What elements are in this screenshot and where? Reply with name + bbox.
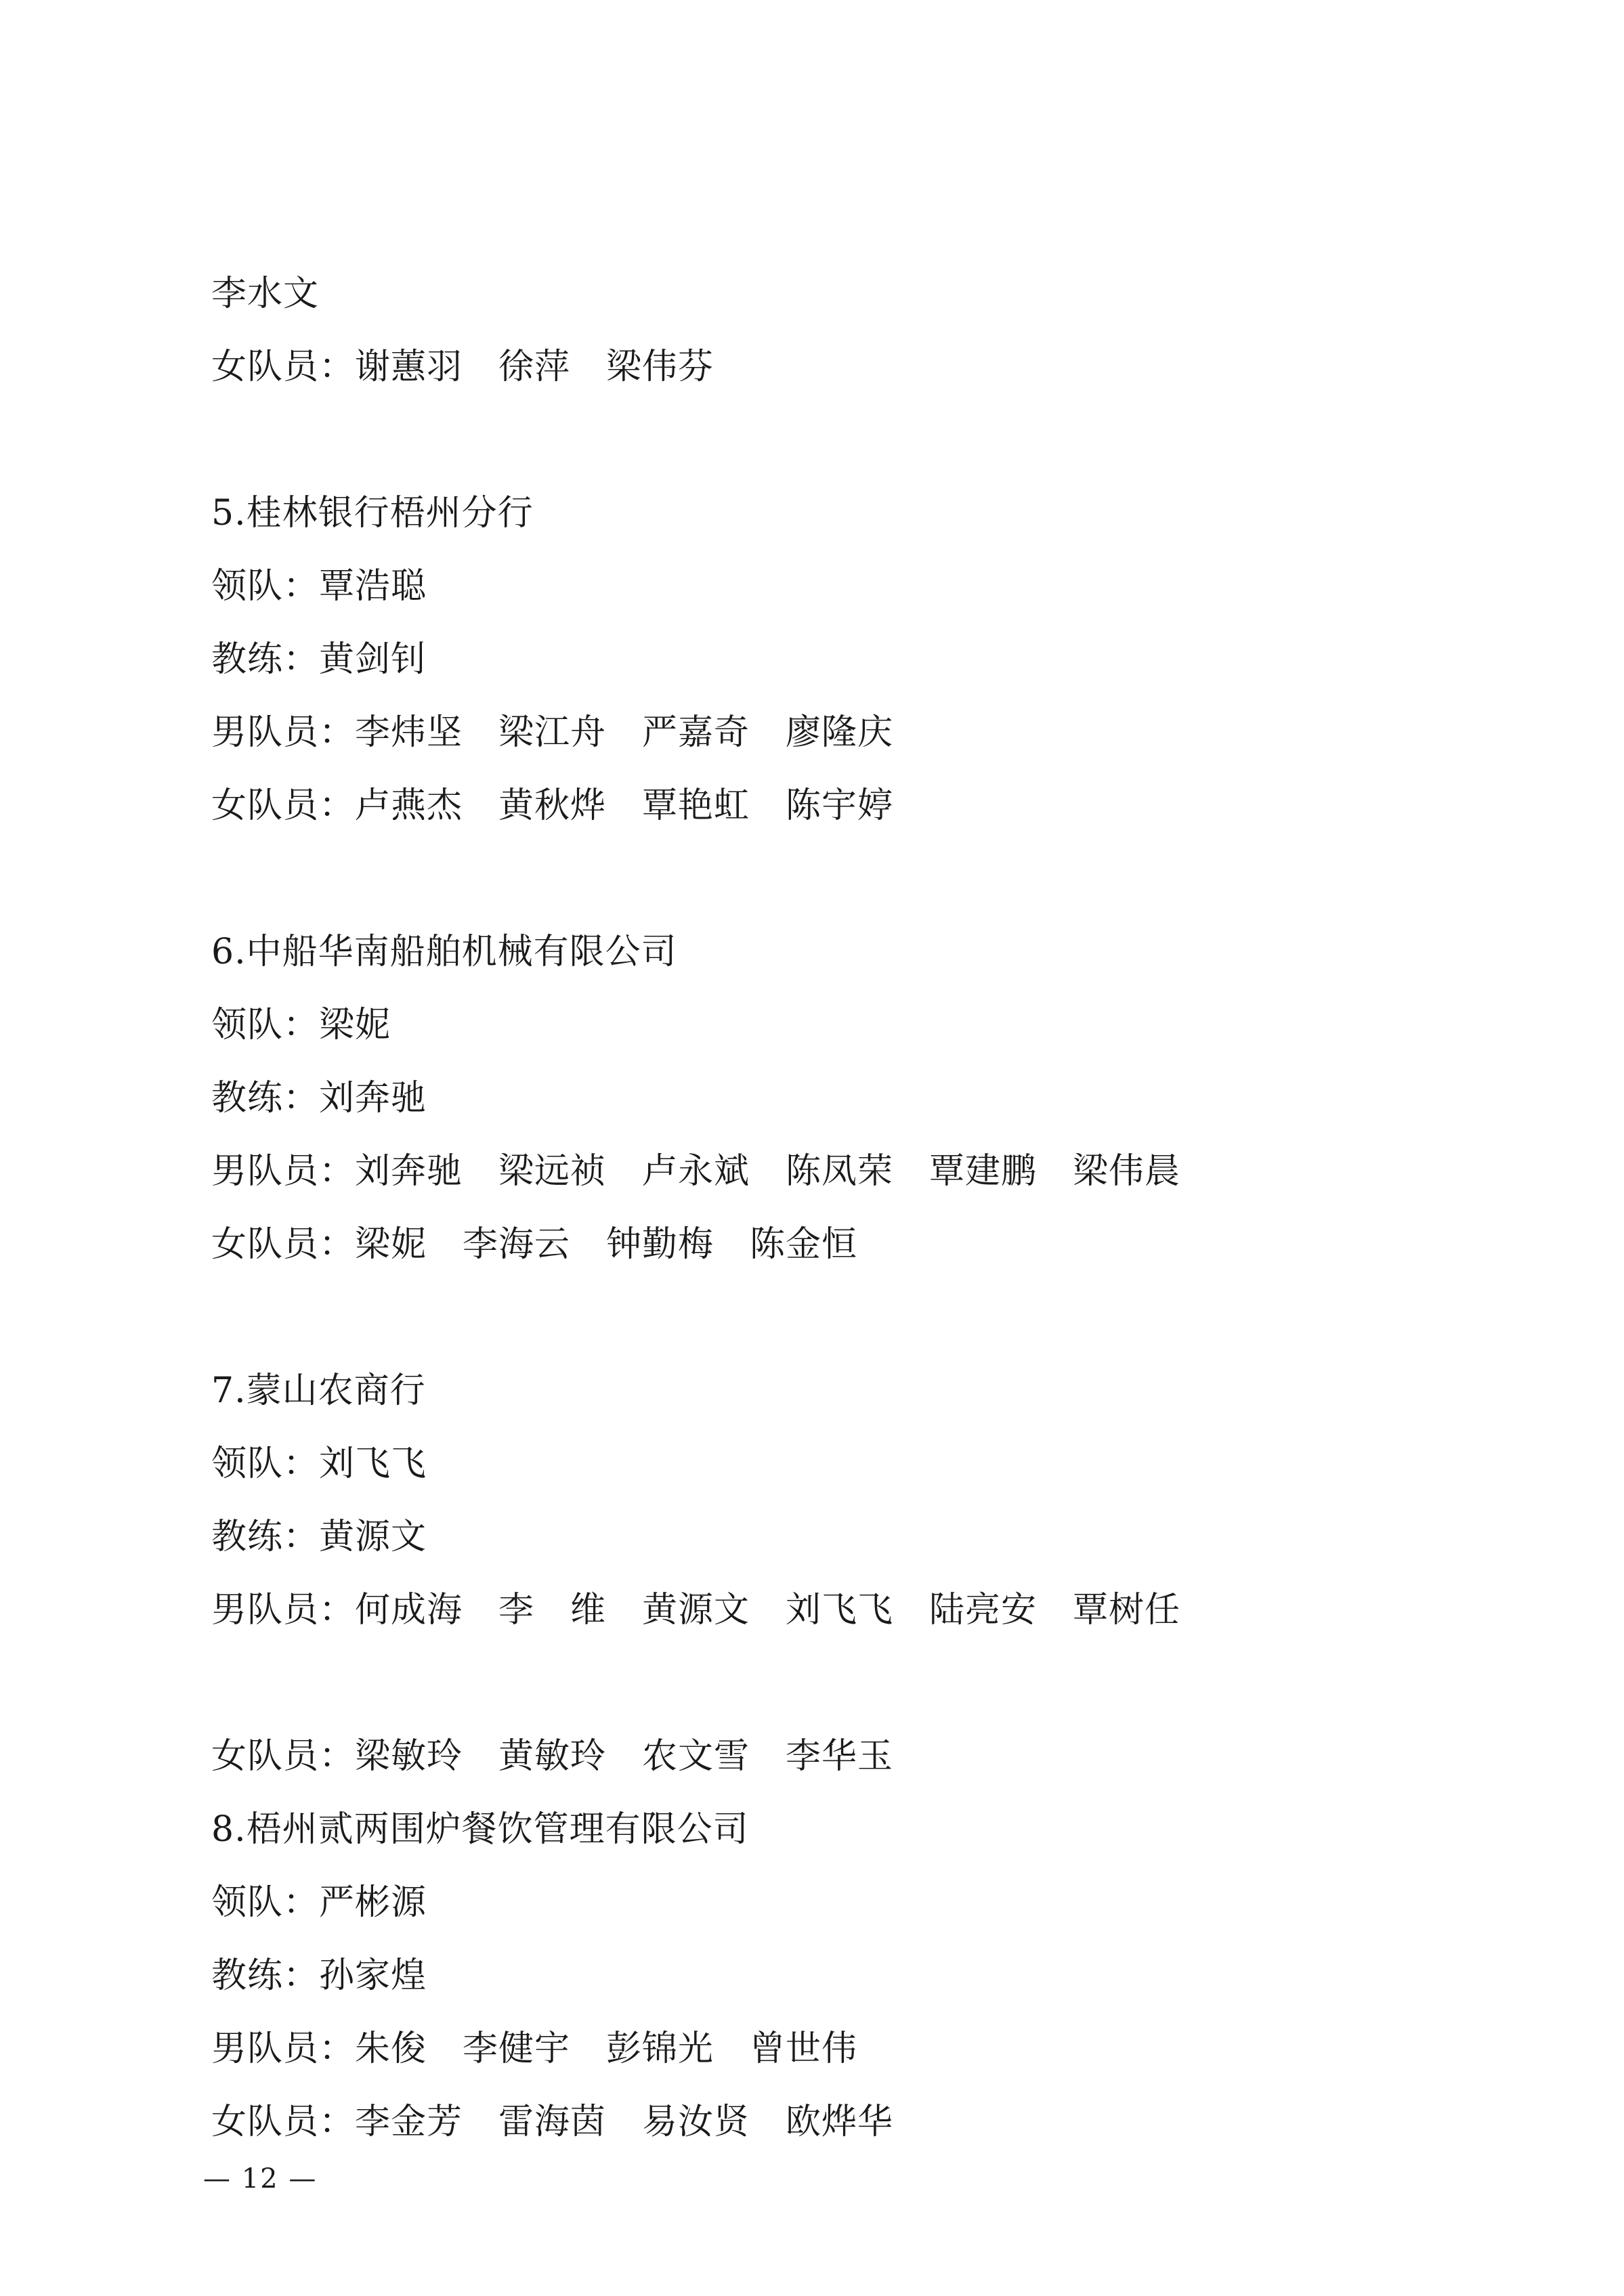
line-female-members-team4: 女队员：谢蕙羽 徐萍 梁伟芬 — [211, 347, 714, 387]
line-team7-leader: 领队：刘飞飞 — [211, 1444, 427, 1484]
line-team7-female: 女队员：梁敏玲 黄敏玲 农文雪 李华玉 — [211, 1736, 894, 1777]
line-team6-coach: 教练：刘奔驰 — [211, 1078, 427, 1119]
line-team8-coach: 教练：孙家煌 — [211, 1955, 427, 1996]
line-blank-4 — [211, 1647, 1421, 1720]
line-coach-name-continued: 李水文 — [211, 274, 320, 314]
document-body — [211, 257, 1421, 2159]
line-team6-male: 男队员：刘奔驰 梁远祯 卢永斌 陈凤荣 覃建鹏 梁伟晨 — [211, 1151, 1181, 1192]
line-team5-title: 5.桂林银行梧州分行 — [211, 493, 534, 534]
line-team8-leader: 领队：严彬源 — [211, 1882, 427, 1923]
line-blank-2 — [211, 842, 1421, 915]
line-team7-coach: 教练：黄源文 — [211, 1517, 427, 1557]
page-number: — 12 — — [203, 2163, 318, 2194]
line-team6-leader: 领队：梁妮 — [211, 1005, 391, 1045]
line-team6-female: 女队员：梁妮 李海云 钟勤梅 陈金恒 — [211, 1224, 858, 1265]
line-team8-female: 女队员：李金芳 雷海茵 易汝贤 欧烨华 — [211, 2102, 894, 2142]
line-team5-coach: 教练：黄剑钊 — [211, 639, 427, 680]
line-team5-leader: 领队：覃浩聪 — [211, 566, 427, 607]
line-blank-1 — [211, 404, 1421, 477]
line-team8-title: 8.梧州贰两围炉餐饮管理有限公司 — [211, 1809, 749, 1850]
line-team5-female: 女队员：卢燕杰 黄秋烨 覃艳虹 陈宇婷 — [211, 785, 894, 826]
line-team6-title: 6.中船华南船舶机械有限公司 — [211, 932, 677, 972]
line-team5-male: 男队员：李炜坚 梁江舟 严嘉奇 廖隆庆 — [211, 712, 894, 753]
line-team7-title: 7.蒙山农商行 — [211, 1370, 426, 1411]
line-team8-male: 男队员：朱俊 李健宇 彭锦光 曾世伟 — [211, 2029, 858, 2069]
line-team7-male: 男队员：何成海 李 维 黄源文 刘飞飞 陆亮安 覃树任 — [211, 1590, 1181, 1630]
line-blank-3 — [211, 1281, 1421, 1354]
